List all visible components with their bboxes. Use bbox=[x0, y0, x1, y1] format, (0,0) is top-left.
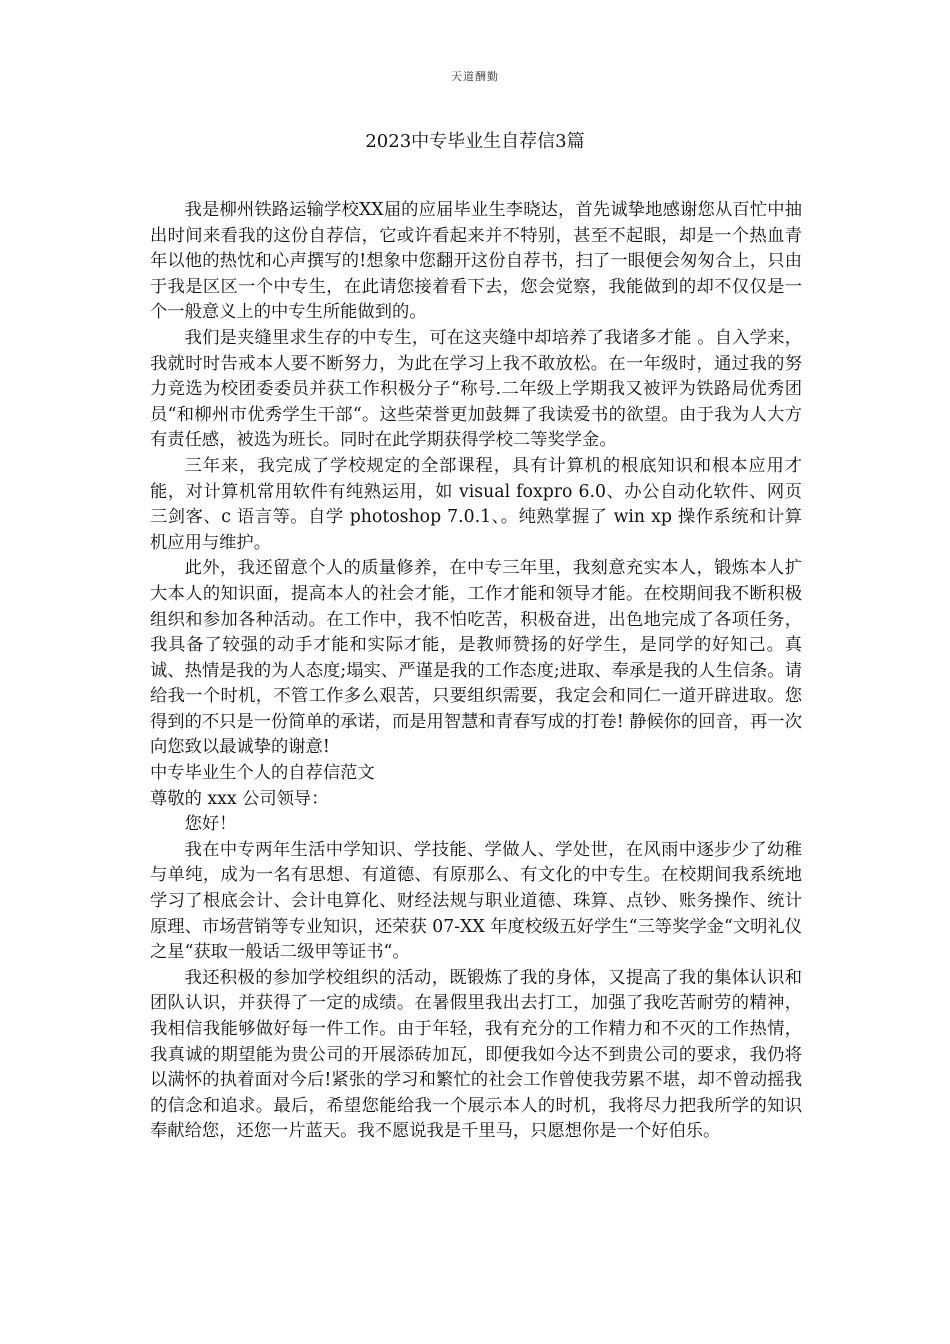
paragraph: 我在中专两年生活中学知识、学技能、学做人、学处世，在风雨中逐步少了幼稚与单纯，成为一名有思想、有道德、有原那么、有文化的中专生。在校期间我系统地学习了根底会计、会计电算化、财经法规与职业道德、珠算、点钞、账务操作、统计原理、市场营销等专业知识，还荣获 07-XX 年度校级五好学生“三等奖学金“文明礼仪之星“获取一般话二级甲等证书“。 bbox=[150, 839, 802, 963]
page-header: 天道酬勤 bbox=[451, 70, 499, 83]
salutation: 尊敬的 xxx 公司领导： bbox=[150, 788, 329, 809]
paragraph: 我是柳州铁路运输学校XX届的应届毕业生李晓达，首先诚挚地感谢您从百忙中抽出时间来看我的这份自荐信，它或许看起来并不特别，甚至不起眼，却是一个热血青年以他的热忱和心声撰写的!想象中您翻开这份自荐书，扫了一眼便会匆匆合上，只由于我是区区一个中专生，在此请您接着看下去，您会觉察，我能做到的却不仅仅是一个一般意义上的中专生所能做到的。 bbox=[150, 200, 802, 323]
greeting: 您好！ bbox=[184, 814, 237, 835]
section-heading: 中专毕业生个人的自荐信范文 bbox=[150, 763, 375, 784]
paragraph: 我还积极的参加学校组织的活动，既锻炼了我的身体，又提高了我的集体认识和团队认识，并获得了一定的成绩。在暑假里我出去打工，加强了我吃苦耐劳的精神，我相信我能够做好每一件工作。由于年轻，我有充分的工作精力和不灭的工作热情，我真诚的期望能为贵公司的开展添砖加瓦，即便我如今达不到贵公司的要求，我仍将以满怀的执着面对今后!紧张的学习和繁忙的社会工作曾使我劳累不堪，却不曾动摇我的信念和追求。最后，希望您能给我一个展示本人的时机，我将尽力把我所学的知识奉献给您，还您一片蓝天。我不愿说我是千里马，只愿想你是一个好伯乐。 bbox=[150, 967, 802, 1142]
document-title: 2023中专毕业生自荐信3篇 bbox=[365, 131, 585, 152]
paragraph: 三年来，我完成了学校规定的全部课程，具有计算机的根底知识和根本应用才能，对计算机常用软件有纯熟运用，如 visual foxpro 6.0、办公自动化软件、网页三剑客、c 语言等。自学 photoshop 7.0.1、。纯熟掌握了 win xp 操作系统和计算机应用与维护。 bbox=[150, 455, 802, 553]
document-body bbox=[150, 198, 802, 1145]
paragraph: 此外，我还留意个人的质量修养，在中专三年里，我刻意充实本人，锻炼本人扩大本人的知识面，提高本人的社会才能，工作才能和领导才能。在校期间我不断积极组织和参加各种活动。在工作中，我不怕吃苦，积极奋进，出色地完成了各项任务，我具备了较强的动手才能和实际才能，是教师赞扬的好学生，是同学的好知己。真诚、热情是我的为人态度;塌实、严谨是我的工作态度;进取、奉承是我的人生信条。请给我一个时机，不管工作多么艰苦，只要组织需要，我定会和同仁一道开辟进取。您得到的不只是一份简单的承诺，而是用智慧和青春写成的打卷! 静候你的回音，再一次向您致以最诚挚的谢意! bbox=[150, 558, 802, 758]
paragraph: 我们是夹缝里求生存的中专生，可在这夹缝中却培养了我诸多才能 。自入学来，我就时时告戒本人要不断努力，为此在学习上我不敢放松。在一年级时，通过我的努力竞选为校团委委员并获工作积极分子“称号.二年级上学期我又被评为铁路局优秀团员“和柳州市优秀学生干部“。这些荣誉更加鼓舞了我读爱书的欲望。由于我为人大方有责任感，被选为班长。同时在此学期获得学校二等奖学金。 bbox=[150, 327, 802, 451]
